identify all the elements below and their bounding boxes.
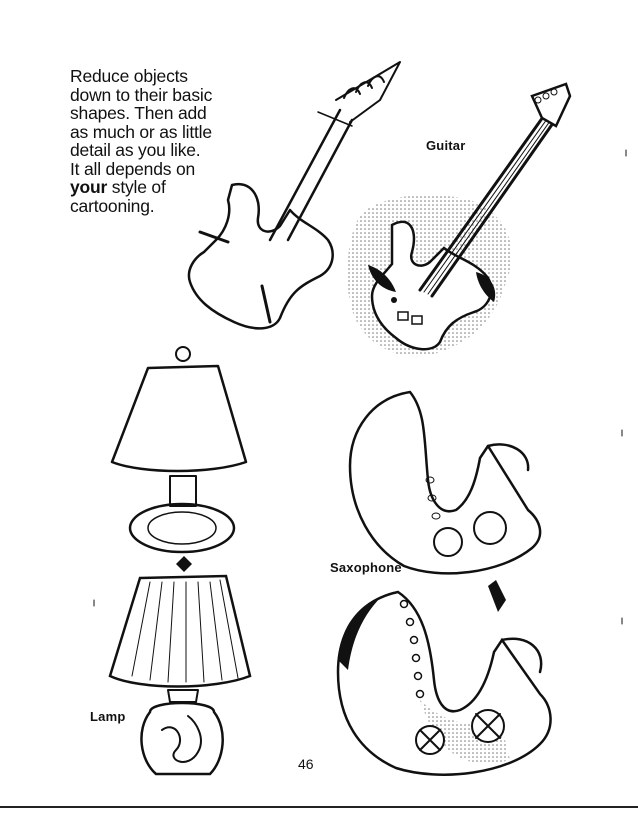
intro-line: Reduce objects (70, 66, 188, 86)
saxophone-label: Saxophone (330, 560, 402, 575)
lamp-label: Lamp (90, 709, 126, 724)
emphasis-word: your (70, 177, 108, 197)
page-number: 46 (298, 756, 314, 772)
bottom-rule (0, 806, 638, 808)
intro-line-rest: style of (107, 177, 166, 197)
intro-line: down to their basic (70, 84, 213, 105)
intro-line: as much or as little (70, 121, 212, 142)
saxophone-finished-illustration (338, 580, 551, 775)
guitar-label: Guitar (426, 138, 466, 153)
intro-line: shapes. Then add (70, 103, 207, 123)
lamp-finished-illustration (110, 556, 250, 774)
intro-line: cartooning. (70, 195, 155, 216)
saxophone-sketch-illustration (350, 392, 540, 573)
intro-line: It all depends on (70, 158, 196, 179)
intro-line: detail as you like. (70, 140, 201, 160)
guitar-finished-illustration (347, 84, 570, 356)
lamp-sketch-illustration (112, 347, 246, 552)
